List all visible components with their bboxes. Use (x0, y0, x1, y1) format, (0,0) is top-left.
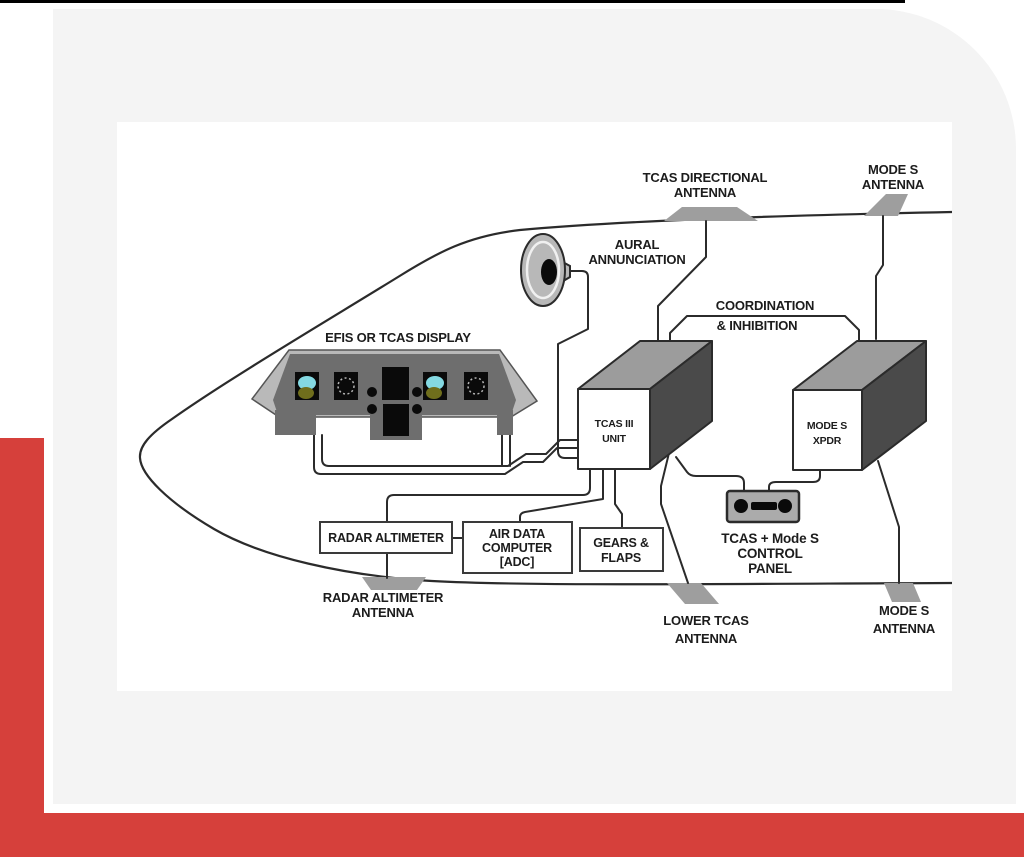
label-gears-flaps-1: GEARS & (593, 536, 649, 550)
knob-top-left (367, 387, 377, 397)
label-adc-2: COMPUTER (482, 541, 552, 555)
label-adc-1: AIR DATA (488, 527, 546, 541)
knob-top-right (412, 387, 422, 397)
label-mode-s-antenna-bottom-2: ANTENNA (872, 621, 936, 636)
label-tcas-unit-2: UNIT (602, 433, 626, 445)
wire-tcas-directional-antenna (658, 221, 706, 342)
tcas-directional-antenna-shape (664, 207, 758, 221)
label-mode-s-xpdr-2: XPDR (812, 435, 842, 447)
label-adc-3: [ADC] (499, 555, 535, 569)
label-efis-display: EFIS OR TCAS DISPLAY (325, 330, 471, 345)
center-display-lower (383, 404, 409, 436)
label-mode-s-antenna-bottom-1: MODE S (878, 603, 930, 618)
label-control-panel-3: PANEL (748, 561, 792, 576)
label-aural-annunciation-1: AURAL (614, 237, 660, 252)
label-coordination-1: COORDINATION (715, 298, 815, 313)
mode-s-antenna-bottom-shape (884, 583, 921, 602)
label-lower-tcas-antenna-1: LOWER TCAS (663, 613, 749, 628)
knob-bottom-left (367, 404, 377, 414)
adi-ground-right (426, 387, 442, 399)
wire-lower-tcas-antenna (661, 453, 688, 583)
label-radar-altimeter: RADAR ALTIMETER (328, 531, 444, 545)
knob-bottom-right (412, 404, 422, 414)
control-panel-knob-right (778, 499, 792, 513)
label-mode-s-antenna-top-1: MODE S (867, 162, 919, 177)
label-mode-s-xpdr-1: MODE S (806, 420, 848, 432)
label-gears-flaps-2: FLAPS (601, 551, 641, 565)
label-coordination-2: & INHIBITION (716, 318, 798, 333)
wire-mode-s-antenna-bottom (878, 461, 899, 583)
label-control-panel-2: CONTROL (737, 546, 803, 561)
control-panel-icon (727, 491, 799, 522)
lower-tcas-antenna-shape (667, 583, 719, 604)
adi-ground-left (298, 387, 314, 399)
label-lower-tcas-antenna-2: ANTENNA (674, 631, 738, 646)
wire-gears-flaps (615, 469, 622, 528)
mode-s-xpdr-box (793, 341, 926, 470)
control-panel-slider (751, 502, 777, 510)
label-control-panel-1: TCAS + Mode S (721, 531, 819, 546)
speaker-icon (521, 234, 570, 306)
control-panel-knob-left (734, 499, 748, 513)
tcas-unit-box (578, 341, 712, 469)
label-tcas-unit-1: TCAS III (594, 418, 634, 430)
wire-control-panel-left (676, 457, 744, 491)
speaker-driver (541, 259, 557, 285)
wire-control-panel-right (769, 470, 820, 491)
label-tcas-directional-antenna-1: TCAS DIRECTIONAL (642, 170, 768, 185)
radar-altimeter-antenna-shape (362, 577, 426, 590)
center-display-upper (382, 367, 409, 400)
wire-efis-right-stub (502, 435, 510, 466)
label-aural-annunciation-2: ANNUNCIATION (588, 252, 686, 267)
label-radar-altimeter-antenna-2: ANTENNA (351, 605, 415, 620)
label-tcas-directional-antenna-2: ANTENNA (673, 185, 737, 200)
label-mode-s-antenna-top-2: ANTENNA (861, 177, 925, 192)
wire-mode-s-antenna-top (876, 216, 883, 339)
efis-display-panel (252, 350, 537, 440)
label-radar-altimeter-antenna-1: RADAR ALTIMETER (322, 590, 444, 605)
wire-radar-altimeter-bus (387, 469, 590, 522)
